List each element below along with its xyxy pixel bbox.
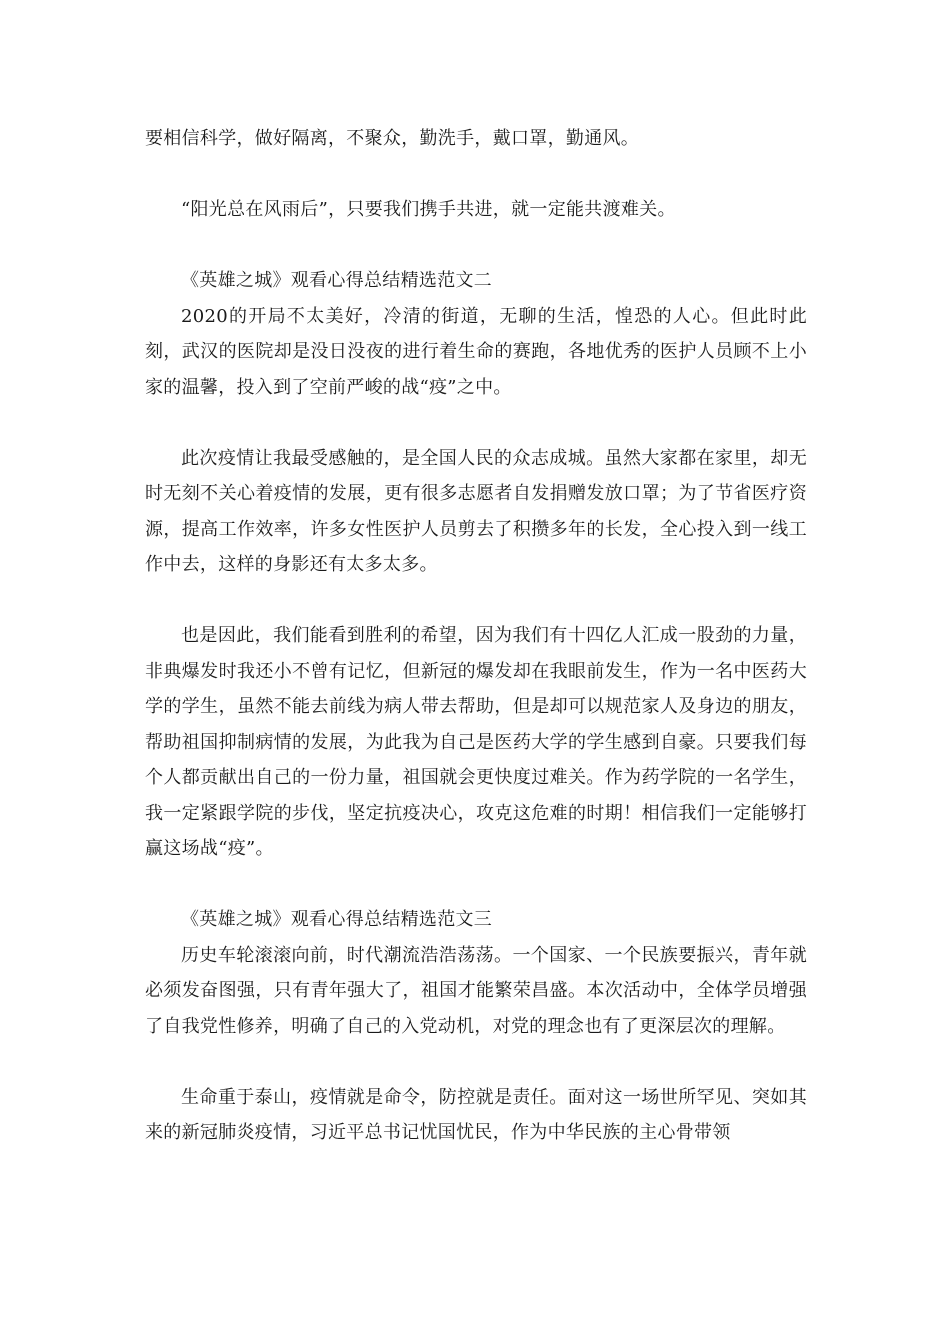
paragraph-hygiene-advice: 要相信科学，做好隔离，不聚众，勤洗手，戴口罩，勤通风。 <box>145 128 640 149</box>
paragraph-national-unity: 此次疫情让我最受感触的，是全国人民的众志成城。虽然大家都在家里，却无时无刻不关心着疫情的发展，更有很多志愿者自发捐赠发放口罩；为了节省医疗资源，提高工作效率，许多女性医护人员剪去了积攒多年的长发，全心投入到一线工作中去，这样的身影还有太多太多。 <box>145 447 807 575</box>
paragraph-spacer <box>145 157 807 193</box>
section-heading-essay-three: 《英雄之城》观看心得总结精选范文三 <box>181 909 493 930</box>
paragraph-spacer <box>145 1044 807 1080</box>
paragraph-sunshine-quote: “阳光总在风雨后”，只要我们携手共进，就一定能共渡难关。 <box>181 199 676 220</box>
paragraph-spacer <box>145 405 807 441</box>
section-heading-essay-two: 《英雄之城》观看心得总结精选范文二 <box>181 270 493 291</box>
paragraph-spacer <box>145 228 807 264</box>
paragraph-life-above-all: 生命重于泰山，疫情就是命令，防控就是责任。面对这一场世所罕见、突如其来的新冠肺炎疫情，习近平总书记忧国忧民，作为中华民族的主心骨带领 <box>145 1086 807 1143</box>
paragraph-spacer <box>145 583 807 619</box>
paragraph-spacer <box>145 867 807 903</box>
paragraph-2020-opening: 2020的开局不太美好，冷清的街道，无聊的生活，惶恐的人心。但此时此刻，武汉的医院却是没日没夜的进行着生命的赛跑，各地优秀的医护人员顾不上小家的温馨，投入到了空前严峻的战“疫”之中。 <box>145 305 807 398</box>
paragraph-youth-strength: 历史车轮滚滚向前，时代潮流浩浩荡荡。一个国家、一个民族要振兴，青年就必须发奋图强，只有青年强大了，祖国才能繁荣昌盛。本次活动中，全体学员增强了自我党性修养，明确了自己的入党动机，对党的理念也有了更深层次的理解。 <box>145 944 807 1037</box>
document-body <box>145 121 807 1151</box>
paragraph-hope-of-victory: 也是因此，我们能看到胜利的希望，因为我们有十四亿人汇成一股劲的力量，非典爆发时我还小不曾有记忆，但新冠的爆发却在我眼前发生，作为一名中医药大学的学生，虽然不能去前线为病人带去帮助，但是却可以规范家人及身边的朋友，帮助祖国抑制病情的发展，为此我为自己是医药大学的学生感到自豪。只要我们每个人都贡献出自己的一份力量，祖国就会更快度过难关。作为药学院的一名学生，我一定紧跟学院的步伐，坚定抗疫决心，攻克这危难的时期！相信我们一定能够打赢这场战“疫”。 <box>145 625 807 859</box>
